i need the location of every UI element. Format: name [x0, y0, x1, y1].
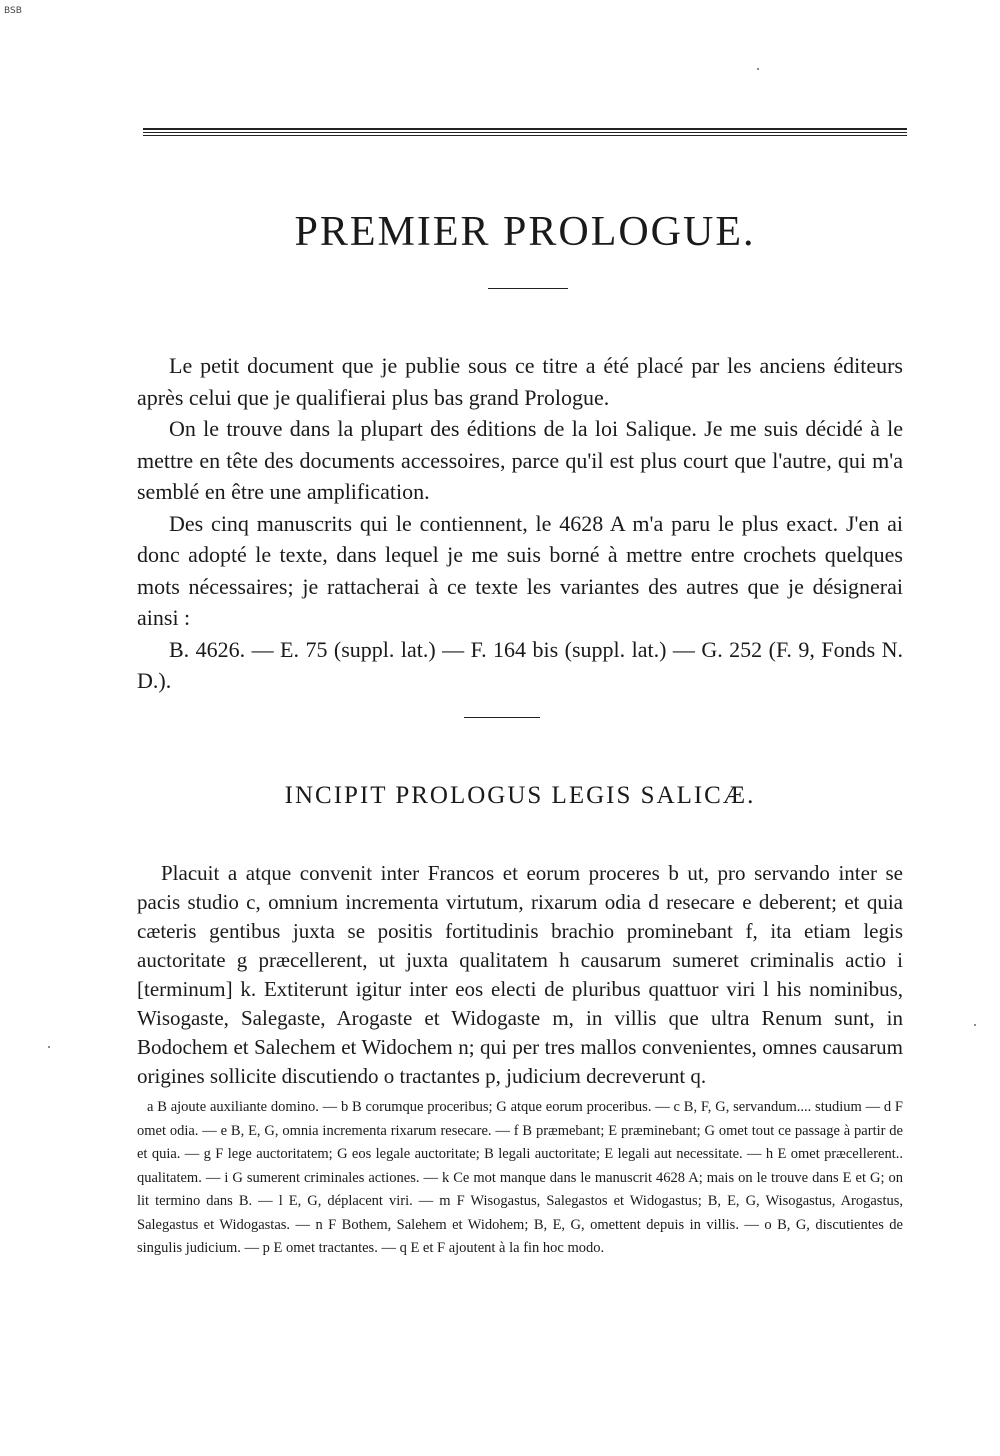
ink-speck: [757, 68, 759, 70]
intro-paragraph-1: Le petit document que je publie sous ce titre a été placé par les anciens éditeurs après celui que je qualifierai plus bas grand Prologue.: [137, 353, 903, 410]
intro-text: [137, 350, 903, 697]
title-divider: [488, 288, 568, 289]
page-title: PREMIER PROLOGUE.: [294, 209, 756, 255]
manuscript-sigla: B. 4626. — E. 75 (suppl. lat.) — F. 164 bis (suppl. lat.) — G. 252 (F. 9, Fonds N. D.).: [137, 636, 903, 693]
intro-paragraph-3: Des cinq manuscrits qui le contiennent, le 4628 A m'a paru le plus exact. J'en ai donc adopté le texte, dans lequel je me suis borné à mettre entre crochets quelques mots nécessaires; je rattacherai à ce texte les variantes des autres que je désignerai ainsi :: [137, 510, 903, 630]
section-divider: [464, 717, 540, 718]
library-stamp: BSB: [4, 6, 22, 16]
intro-paragraph-2: On le trouve dans la plupart des éditions de la loi Salique. Je me suis décidé à le mettre en tête des documents accessoires, parce qu'il est plus court que l'autre, qui m'a semblé en être une amplification.: [137, 416, 903, 504]
ink-speck: [974, 1024, 976, 1026]
ink-speck: [48, 1046, 50, 1048]
header-rule: [143, 128, 907, 136]
footnotes: [137, 1096, 903, 1261]
footnote-text: a B ajoute auxiliante domino. — b B corumque proceribus; G atque eorum proceribus. — c B, F, G, servandum.... studium — d F omet odia. — e B, E, G, omnia incrementa rixarum resecare. — f B præmebant; E præminebant; G omet tout ce passage à partir de et quia. — g F lege auctoritatem; G eos legale auctoritate; B legali auctoritate; E legali aut necessitate. — h E omet præcellerent.. qualitatem. — i G sumerent criminales actiones. — k Ce mot manque dans le manuscrit 4628 A; mais on le trouve dans E et G; on lit termino dans B. — l E, G, déplacent viri. — m F Wisogastus, Salegastos et Widogastus; B, E, G, Wisogastus, Arogastus, Salegastus et Widogastas. — n F Bothem, Salehem et Widohem; B, E, G, omettent depuis in villis. — o B, G, discutientes de singulis judicium. — p E omet tractantes. — q E et F ajoutent à la fin hoc modo.: [137, 1099, 903, 1256]
latin-paragraph: Placuit a atque convenit inter Francos et eorum proceres b ut, pro servando inter se pacis studio c, omnium incrementa virtutum, rixarum odia d resecare e deberent; et quia cæteris gentibus juxta se positis fortitudinis brachio prominebant f, ita etiam legis auctoritate g præcellerent, ut juxta qualitatem h causarum sumeret criminalis actio i [terminum] k. Extiterunt igitur inter eos electi de pluribus quattuor viri l his nominibus, Wisogaste, Salegaste, Arogaste et Widogaste m, in villis que ultra Renum sunt, in Bodochem et Salechem et Widochem n; qui per tres mallos convenientes, omnes causarum origines sollicite discutiendo o tractantes p, judicium decreverunt q.: [137, 861, 903, 1088]
section-heading: INCIPIT PROLOGUS LEGIS SALICÆ.: [284, 782, 756, 809]
latin-prologue: [137, 838, 903, 1112]
